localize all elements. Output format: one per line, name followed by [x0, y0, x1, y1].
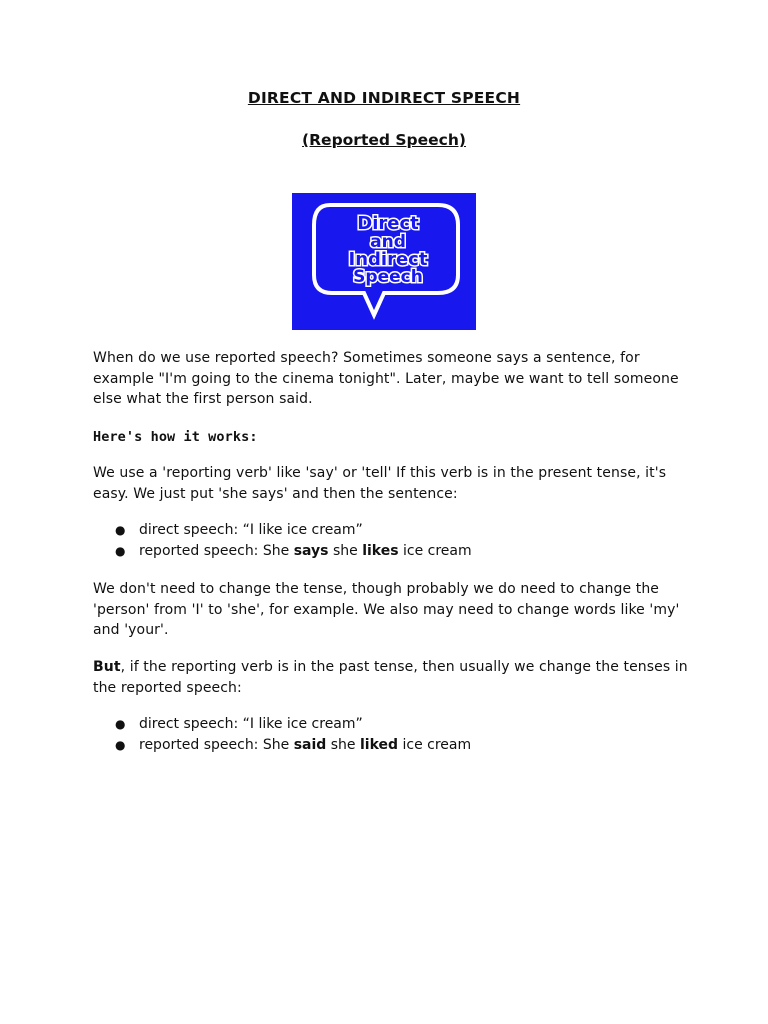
list-item-text-prefix: reported speech: She [139, 542, 294, 559]
list-item-text-suffix: ice cream [398, 736, 472, 753]
list-item-text-mid: she [326, 736, 360, 753]
bullet-icon: ● [115, 523, 126, 537]
bullet-icon: ● [115, 543, 126, 558]
speech-bubble-icon [292, 193, 476, 330]
document-subtitle: (Reported Speech) [302, 131, 466, 149]
list-item-bold-verb: says [293, 542, 329, 559]
list-item [93, 714, 471, 735]
example-list-past [93, 714, 471, 755]
list-item [93, 735, 471, 756]
list-item-text: direct speech: “I like ice cream” [139, 522, 363, 538]
paragraph-tense: We don't need to change the tense, though probably we do need to change the 'person' from 'I' to 'she', for example. We also may need to change words like 'my' and 'your'. [93, 581, 680, 638]
list-item [93, 520, 472, 541]
bullet-icon: ● [115, 717, 126, 731]
paragraph-bold-lead: But [93, 659, 121, 675]
section-heading: Here's how it works: [93, 429, 258, 445]
paragraph-past-tense [93, 657, 693, 698]
paragraph-reporting-verb: We use a 'reporting verb' like 'say' or 'tell' If this verb is in the present tense, it's easy. We just put 'she says' and then the sentence: [93, 465, 667, 502]
list-item-bold-verb: said [293, 736, 327, 753]
logo-line1: Direct [357, 213, 419, 234]
example-list-present [93, 520, 472, 561]
logo-line4: Speech [353, 267, 423, 287]
logo-line2: and [370, 232, 406, 252]
speech-bubble-logo [292, 193, 476, 330]
list-item-text: direct speech: “I like ice cream” [139, 716, 363, 732]
list-item-text-suffix: ice cream [398, 542, 472, 559]
list-item-bold-verb: likes [362, 542, 399, 559]
list-item-text-mid: she [328, 542, 363, 559]
paragraph-rest: , if the reporting verb is in the past tense, then usually we change the tenses in the reported speech: [93, 659, 688, 696]
document-title: DIRECT AND INDIRECT SPEECH [247, 89, 521, 107]
list-item-text-prefix: reported speech: She [139, 736, 294, 753]
list-item [93, 541, 472, 562]
paragraph-intro: When do we use reported speech? Sometimes someone says a sentence, for example "I'm going to the cinema tonight". Later, maybe we want to tell someone else what the first person said. [93, 350, 679, 407]
list-item-bold-verb: liked [359, 736, 399, 753]
bullet-icon: ● [115, 737, 126, 752]
logo-line3: Indirect [348, 249, 428, 270]
